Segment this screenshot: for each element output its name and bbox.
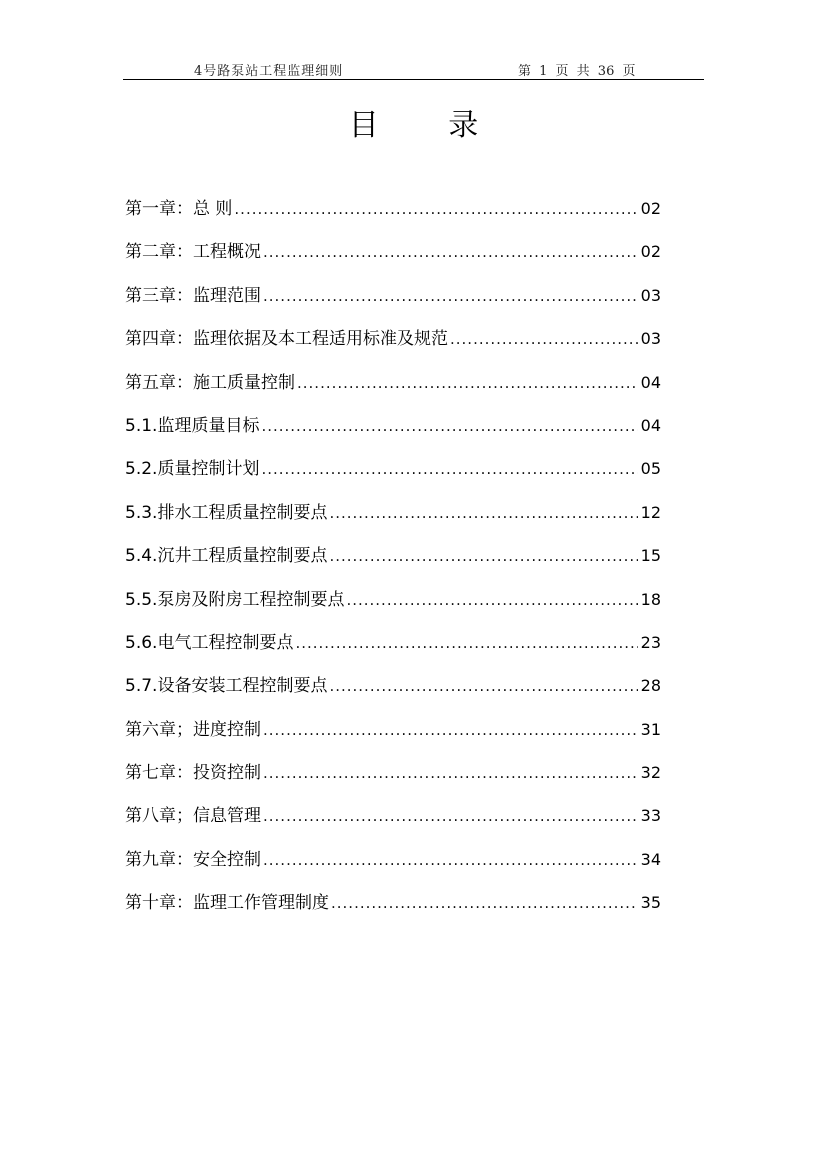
toc-entry-label: 第四章：监理依据及本工程适用标准及规范 [125,329,448,350]
page-header [123,56,704,80]
toc-entry-page: 03 [640,329,661,349]
toc-entry-page: 23 [640,632,661,652]
toc-entry-label: 5.3.排水工程质量控制要点 [125,502,328,523]
dot-leader [346,587,637,613]
toc-entry-label: 5.5.泵房及附房工程控制要点 [125,589,345,610]
dot-leader [263,803,638,829]
toc-entry-label: 第五章：施工质量控制 [125,372,295,393]
dot-leader [261,456,637,482]
toc-entry[interactable] [125,803,661,846]
dot-leader [261,413,637,439]
dot-leader [263,239,638,265]
dot-leader [450,326,638,352]
toc-entry[interactable] [125,370,661,413]
toc-entry[interactable] [125,326,661,369]
toc-entry-page: 05 [640,459,661,479]
dot-leader [329,543,637,569]
toc-entry-label: 第六章；进度控制 [125,719,261,740]
toc-entry-label: 第八章；信息管理 [125,806,261,827]
toc-entry[interactable] [125,587,661,630]
toc-entry[interactable] [125,673,661,716]
toc-entry[interactable] [125,283,661,326]
toc-entry-page: 34 [640,849,661,869]
dot-leader [234,196,637,222]
toc-entry[interactable] [125,239,661,282]
toc-entry[interactable] [125,760,661,803]
dot-leader [329,673,637,699]
toc-entry-page: 12 [640,502,661,522]
toc-entry-label: 5.7.设备安装工程控制要点 [125,676,328,697]
table-of-contents [125,196,661,934]
toc-entry[interactable] [125,847,661,890]
toc-entry-page: 31 [640,719,661,739]
toc-entry-label: 5.6.电气工程控制要点 [125,632,294,653]
toc-entry-page: 02 [640,242,661,262]
toc-title: 目 录 [348,108,509,143]
toc-entry-page: 35 [640,893,661,913]
toc-entry-label: 5.2.质量控制计划 [125,459,260,480]
toc-entry-page: 32 [640,763,661,783]
toc-entry-page: 18 [640,589,661,609]
dot-leader [263,717,638,743]
dot-leader [263,283,638,309]
toc-entry[interactable] [125,543,661,586]
toc-entry-label: 第七章：投资控制 [125,763,261,784]
dot-leader [263,760,638,786]
toc-entry[interactable] [125,500,661,543]
toc-entry-page: 04 [640,415,661,435]
toc-entry-page: 28 [640,676,661,696]
toc-entry-page: 15 [640,546,661,566]
page-number: 第 1 页 共 36 页 [518,64,636,79]
toc-entry-label: 5.1.监理质量目标 [125,415,260,436]
toc-entry-label: 第三章：监理范围 [125,285,261,306]
toc-entry-label: 第十章：监理工作管理制度 [125,893,329,914]
dot-leader [329,500,637,526]
toc-entry-page: 04 [640,372,661,392]
document-title: 4号路泵站工程监理细则 [194,64,344,79]
toc-entry-label: 5.4.沉井工程质量控制要点 [125,546,328,567]
toc-entry-label: 第一章：总 则 [125,199,233,219]
toc-entry-label: 第九章：安全控制 [125,849,261,870]
toc-entry[interactable] [125,196,661,239]
toc-entry[interactable] [125,456,661,499]
toc-entry[interactable] [125,890,661,933]
toc-entry-page: 03 [640,285,661,305]
toc-entry[interactable] [125,413,661,456]
toc-entry[interactable] [125,630,661,673]
toc-entry[interactable] [125,717,661,760]
toc-entry-page: 02 [640,199,661,218]
dot-leader [297,370,638,396]
dot-leader [263,847,638,873]
dot-leader [295,630,637,656]
dot-leader [331,890,638,916]
toc-entry-label: 第二章：工程概况 [125,242,261,263]
toc-entry-page: 33 [640,806,661,826]
